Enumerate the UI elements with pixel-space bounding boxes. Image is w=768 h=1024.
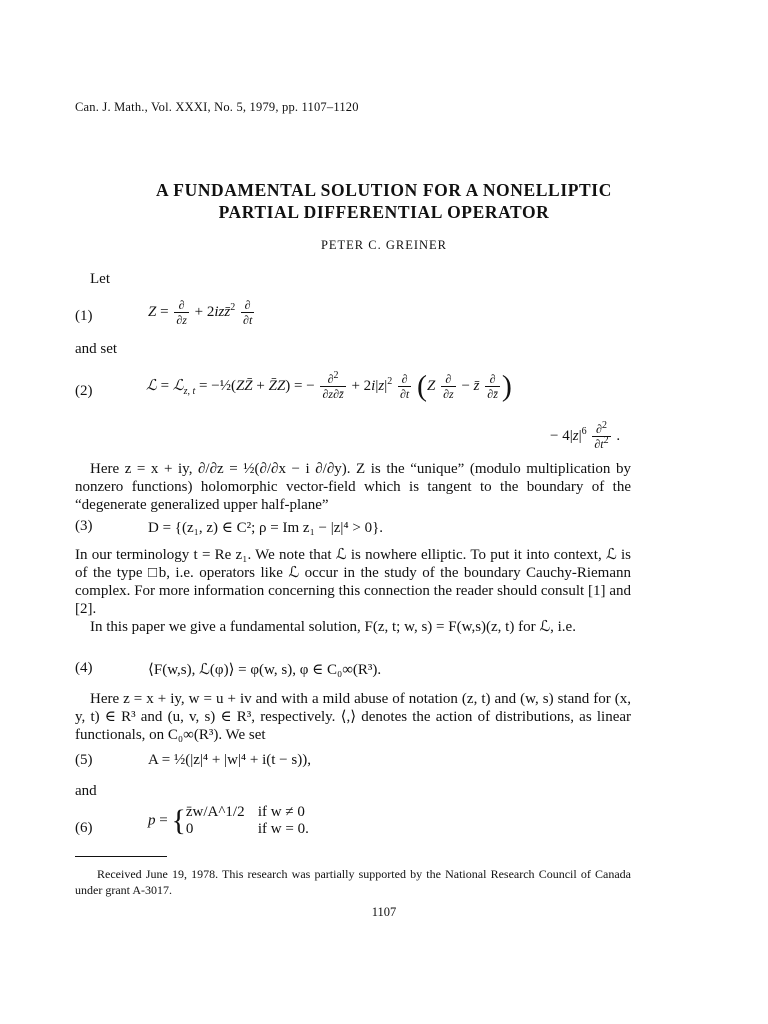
text-and-set: and set: [75, 341, 118, 357]
equation-4: ⟨F(w,s), ℒ(φ)⟩ = φ(w, s), φ ∈ C₀∞(R³).: [148, 662, 382, 678]
text-and: and: [75, 783, 97, 799]
author-name: PETER C. GREINER: [320, 238, 448, 252]
equation-number-5: (5): [75, 752, 93, 768]
page-number: 1107: [371, 905, 397, 919]
paper-title-line-2: PARTIAL DIFFERENTIAL OPERATOR: [218, 202, 550, 222]
equation-number-6: (6): [75, 820, 93, 836]
equation-number-2: (2): [75, 383, 93, 399]
equation-number-1: (1): [75, 308, 93, 324]
equation-6: p = {z̄w/A^1/2 if w ≠ 0 0 if w = 0.: [148, 804, 309, 837]
equation-2-continued: − $4|z|^6$ $\frac{\partial^2}{\partial t^2}$ .: [550, 420, 621, 451]
paragraph-1: Here z = x + iy, ∂/∂z = ½(∂/∂x − i ∂/∂y). Z is the “unique” (modulo multiplication by nonzero functions) holomorphic vector-field which is tangent to the boundary of the “degenerate generalized upper half-plane”: [75, 461, 631, 513]
footnote-divider: [75, 856, 167, 857]
equation-6-case-1: z̄w/A^1/2: [185, 804, 245, 820]
equation-number-3: (3): [75, 518, 93, 534]
equation-number-4: (4): [75, 660, 93, 676]
paragraph-4: Here z = x + iy, w = u + iv and with a mild abuse of notation (z, t) and (w, s) stand for (x, y, t) ∈ R³ and (u, v, s) ∈ R³, respectively. ⟨,⟩ denotes the action of distributions, as linear functionals, on C₀∞(R³). We set: [75, 691, 631, 743]
equation-2: ℒ = ℒ$_{z, t}$ = −½(ZZ̄ + Z̄Z) = − $\frac{\partial^2}{\partial z\partial z̄}$ + $2i|z|^2$ $\frac{\partial}{\partial t}$ (Z $\frac{\partial}{\partial z}$ − z̄ $\frac{\partial}{\partial z̄}$ ): [146, 369, 512, 403]
journal-citation: Can. J. Math., Vol. XXXI, No. 5, 1979, pp. 1107–1120: [75, 100, 359, 114]
equation-6-condition-1: if w ≠ 0: [257, 804, 305, 820]
equation-5: A = ½(|z|⁴ + |w|⁴ + i(t − s)),: [148, 752, 311, 768]
equation-1: Z = $\frac{\partial}{\partial z}$ + 2izz̄$^2$ $\frac{\partial}{\partial t}$: [148, 298, 253, 327]
text-let: Let: [90, 271, 110, 287]
paper-title-line-1: A FUNDAMENTAL SOLUTION FOR A NONELLIPTIC: [156, 180, 612, 200]
equation-3: D = {(z₁, z) ∈ C²; ρ = Im z₁ − |z|⁴ > 0}.: [148, 520, 384, 536]
equation-6-case-2: 0: [185, 821, 194, 837]
paragraph-2: In our terminology t = Re z₁. We note that ℒ is nowhere elliptic. To put it into context, ℒ is of the type □b, i.e. operators like ℒ occur in the study of the boundary Cauchy-Riemann complex. For more information concerning this connection the reader should consult [1] and [2].: [75, 547, 631, 617]
paragraph-3: In this paper we give a fundamental solution, F(z, t; w, s) = F(w,s)(z, t) for ℒ, i.e.: [90, 619, 576, 635]
footnote-received: Received June 19, 1978. This research was partially supported by the National Research Council of Canada under grant A-3017.: [75, 867, 631, 897]
equation-6-condition-2: if w = 0.: [257, 821, 309, 837]
